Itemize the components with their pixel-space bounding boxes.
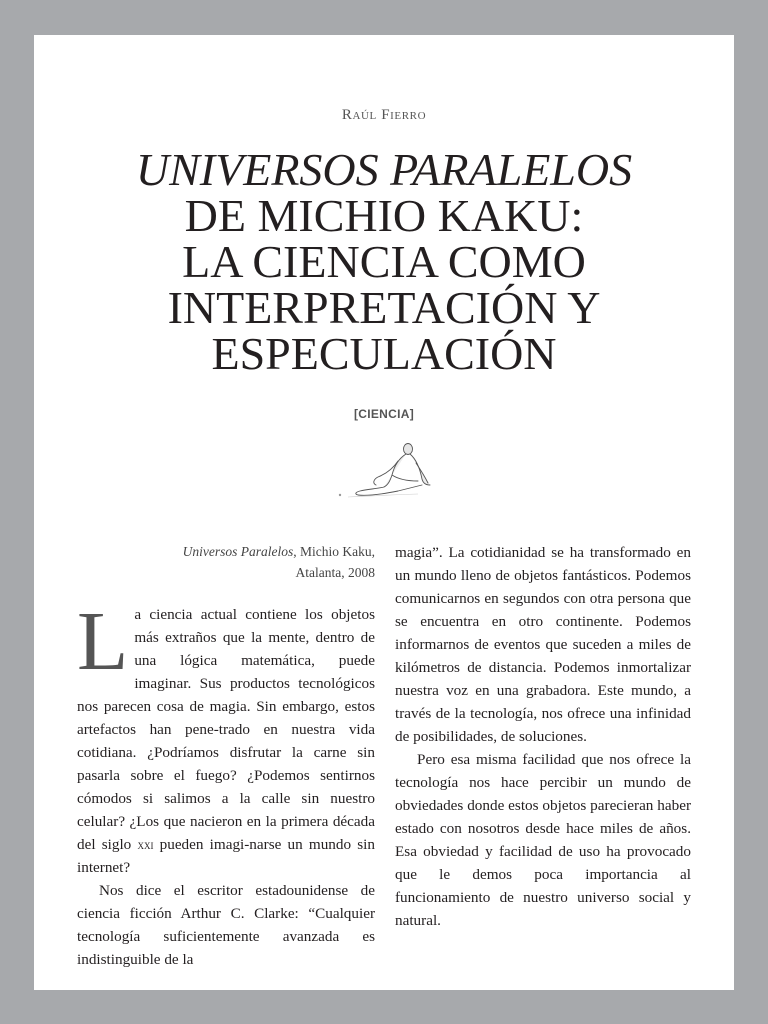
paragraph-text-end: pueden imagi-narse un mundo sin internet? xyxy=(77,836,375,876)
book-title: Universos Paralelos xyxy=(182,544,294,559)
book-caption xyxy=(77,541,375,583)
book-caption-publisher: Atalanta, 2008 xyxy=(295,565,375,580)
title-line: ESPECULACIÓN xyxy=(211,328,557,379)
title-line: INTERPRETACIÓN Y xyxy=(167,282,601,333)
text-column-left xyxy=(77,541,375,971)
paragraph: Nos dice el escritor estadounidense de ciencia ficción Arthur C. Clarke: “Cualquier tecnología suficientemente avanzada es indistinguible de la xyxy=(77,882,375,968)
book-caption-rest: , Michio Kaku, xyxy=(293,544,375,559)
paragraph xyxy=(77,595,375,879)
author-name: Raúl Fierro xyxy=(341,107,427,123)
title-line: LA CIENCIA COMO xyxy=(182,236,586,287)
paragraph: Pero esa misma facilidad que nos ofrece la tecnología nos hace percibir un mundo de obviedades donde estos objetos parecieran haber estado con nosotros desde hace miles de años. Esa obviedad y facilidad de uso ha provocado que le demos poca importancia al funcionamiento de nuestro universo social y natural. xyxy=(395,751,691,929)
article-page xyxy=(34,35,734,990)
title-line: DE MICHIO KAKU: xyxy=(184,190,584,241)
paragraph-text: a ciencia actual contiene los objetos más extraños que la mente, dentro de una lógica matemática, puede imaginar. Sus productos tecnológicos nos parecen cosa de magia. Sin embargo, estos artefactos han pene-trado en nuestra vida cotidiana. ¿Podríamos disfrutar la carne sin pasarla sobre el fuego? ¿Podemos sentirnos cómodos si salimos a la calle sin nuestro celular? ¿Los que nacieron en la primera década del siglo xyxy=(77,606,375,853)
title-line: UNIVERSOS PARALELOS xyxy=(135,144,633,195)
text-column-right xyxy=(395,541,691,932)
paragraph-continued: magia”. La cotidianidad se ha transformado en un mundo lleno de objetos fantásticos. Podemos comunicarnos en segundos con otra persona que se encuentra en otro continente. Podemos informarnos de eventos que suceden a miles de kilómetros de distancia. Podemos inmortalizar nuestra voz en una grabadora. Este mundo, a través de la tecnología, nos ofrece una infinidad de posibilidades, de soluciones. xyxy=(395,544,691,745)
century-small-caps: xxi xyxy=(137,837,154,852)
section-tag: [CIENCIA] xyxy=(353,407,415,421)
article-title xyxy=(34,144,734,379)
seated-figure-illustration xyxy=(328,439,438,501)
drop-cap: L xyxy=(77,595,129,688)
